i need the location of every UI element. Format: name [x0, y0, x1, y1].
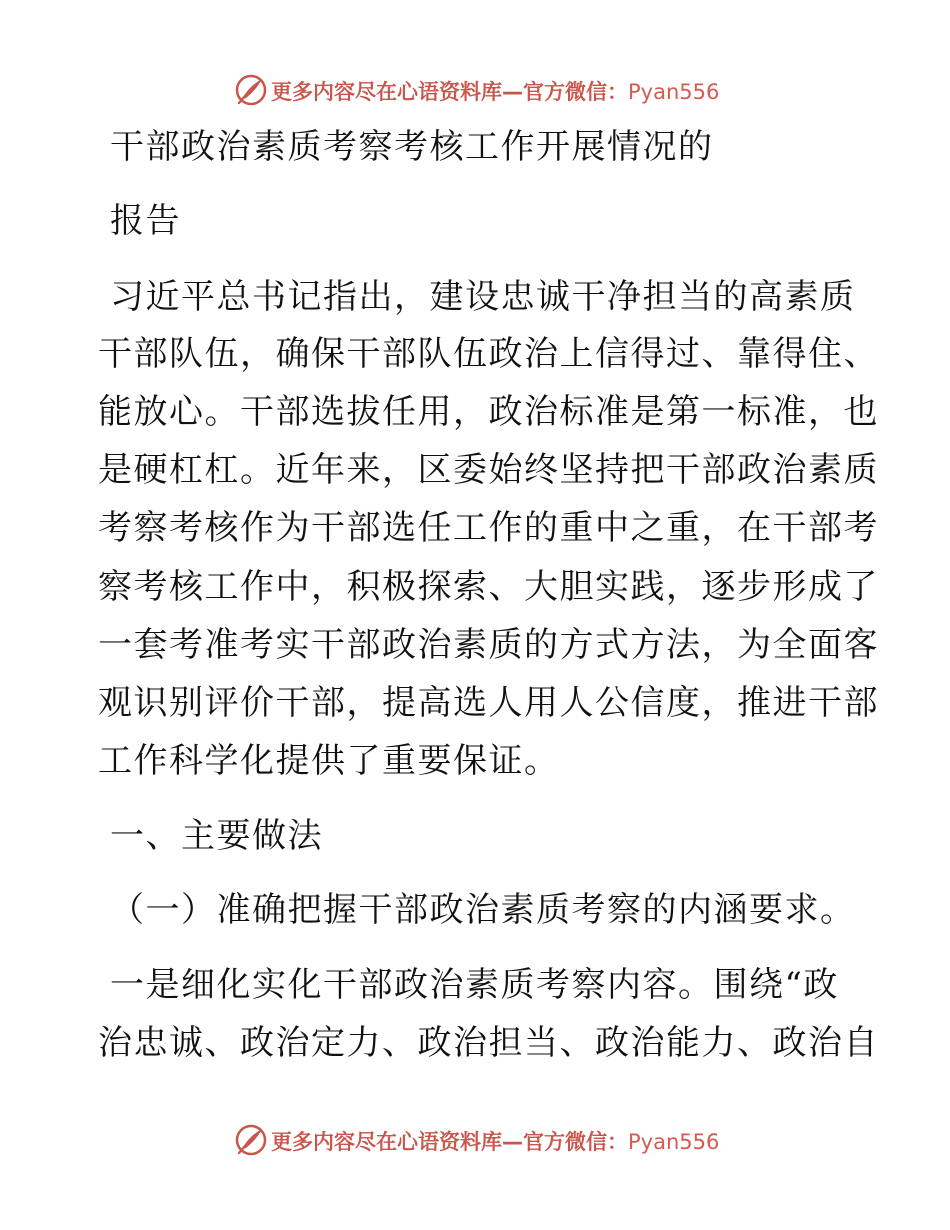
section-heading: 一、主要做法 [110, 816, 323, 856]
paragraph-line: 一套考准考实干部政治素质的方式方法，为全面客 [98, 625, 879, 665]
quill-pen-logo-icon [233, 72, 269, 108]
quill-pen-logo-icon [233, 1122, 269, 1158]
paragraph-line: 是硬杠杠。近年来，区委始终坚持把干部政治素质 [98, 450, 879, 490]
paragraph-line: 治忠诚、政治定力、政治担当、政治能力、政治自 [98, 1023, 879, 1063]
watermark-wechat-id: Pyan556 [628, 1130, 720, 1154]
watermark-library-text: 更多内容尽在心语资料库 [271, 80, 502, 104]
watermark-dash: — [502, 80, 523, 104]
watermark-text [271, 76, 719, 106]
paragraph-line: 能放心。干部选拔任用，政治标准是第一标准，也 [98, 392, 879, 432]
paragraph-line: 习近平总书记指出，建设忠诚干净担当的高素质 [110, 277, 856, 317]
document-title-line-2: 报告 [110, 201, 181, 241]
watermark-banner-bottom [0, 1120, 950, 1160]
watermark-wechat-label: 官方微信： [523, 1130, 628, 1154]
paragraph-line: 考察考核作为干部选任工作的重中之重，在干部考 [98, 508, 879, 548]
watermark-wechat-label: 官方微信： [523, 80, 628, 104]
paragraph-line: 一是细化实化干部政治素质考察内容。围绕“政 [110, 965, 839, 1005]
paragraph-line: 工作科学化提供了重要保证。 [98, 741, 560, 781]
watermark-text [271, 1126, 719, 1156]
paragraph-line: 观识别评价干部，提高选人用人公信度，推进干部 [98, 683, 879, 723]
document-title-line-1: 干部政治素质考察考核工作开展情况的 [110, 127, 714, 167]
watermark-dash: — [502, 1130, 523, 1154]
subsection-heading: （一）准确把握干部政治素质考察的内涵要求。 [110, 890, 856, 930]
watermark-wechat-id: Pyan556 [628, 80, 720, 104]
watermark-library-text: 更多内容尽在心语资料库 [271, 1130, 502, 1154]
paragraph-line: 察考核工作中，积极探索、大胆实践，逐步形成了 [98, 567, 879, 607]
watermark-banner-top [0, 70, 950, 110]
paragraph-line: 干部队伍，确保干部队伍政治上信得过、靠得住、 [98, 334, 879, 374]
